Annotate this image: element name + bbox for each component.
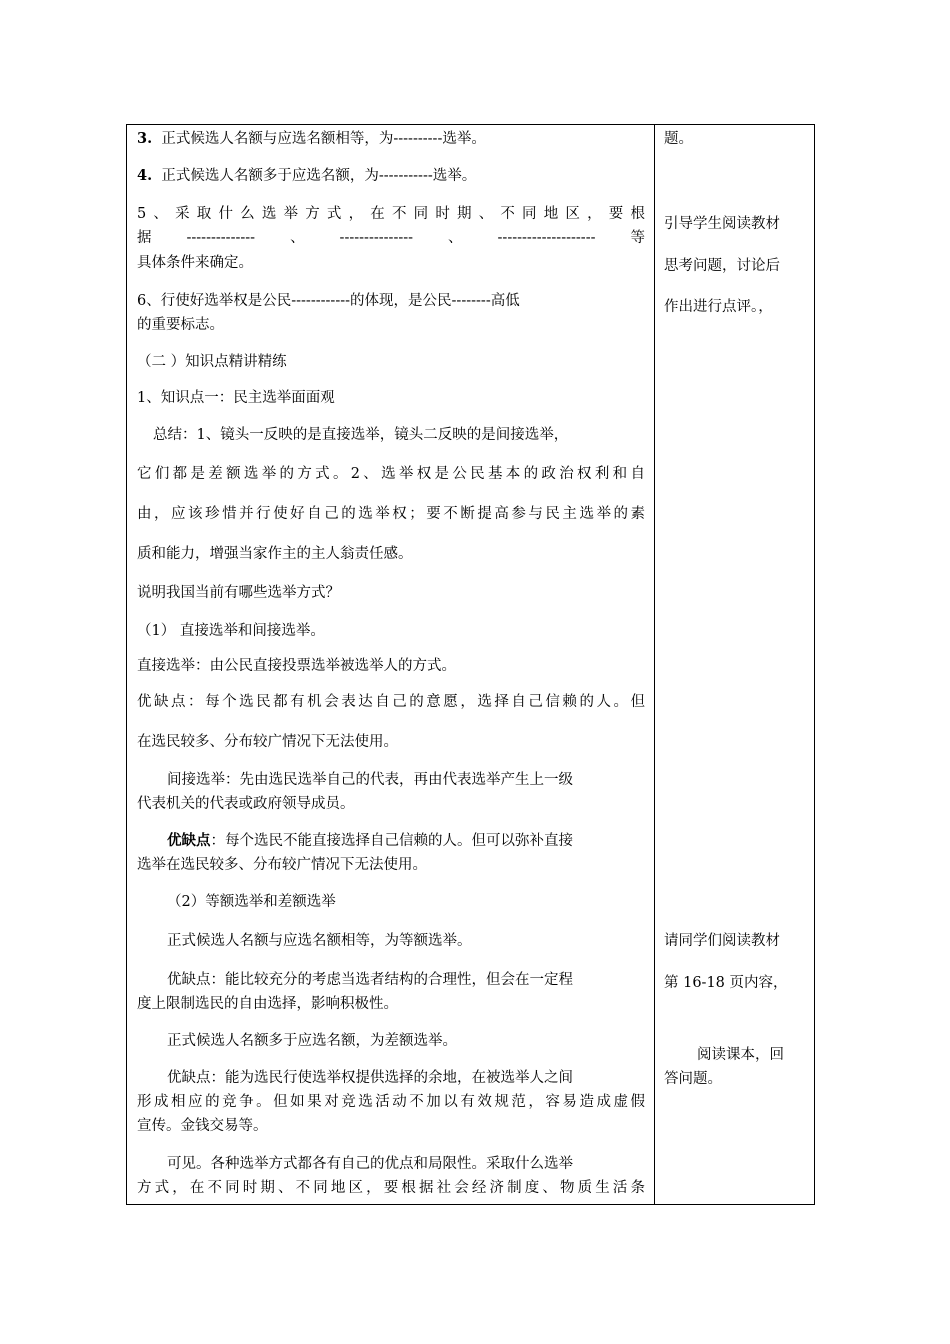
conclusion-line-1: 可见。各种选举方式都各有自己的优点和局限性。采取什么选举 (167, 1156, 573, 1172)
item-6-line-1: 6、行使好选举权是公民------------的体现，是公民--------高低 (137, 293, 520, 309)
equal-election-def: 正式候选人名额与应选名额相等，为等额选举。 (167, 933, 472, 949)
side-note-7-line-2: 答问题。 (664, 1071, 722, 1087)
indirect-def-line-1: 间接选举：先由选民选举自己的代表，再由代表选举产生上一级 (167, 772, 573, 788)
indirect-def-line-2: 代表机关的代表或政府领导成员。 (137, 796, 355, 812)
item-5-line-3: 具体条件来确定。 (137, 255, 253, 271)
equal-pros-cons-line-2: 度上限制选民的自由选择，影响积极性。 (137, 996, 398, 1012)
item-5-line-1: 5、采取什么选举方式，在不同时期、不同地区，要根 (137, 206, 645, 222)
competitive-pros-cons-line-3: 宣传。金钱交易等。 (137, 1118, 268, 1134)
competitive-election-def: 正式候选人名额多于应选名额，为差额选举。 (167, 1033, 457, 1049)
competitive-pros-cons-line-2: 形成相应的竞争。但如果对竞选活动不加以有效规范，容易造成虚假 (137, 1094, 645, 1110)
competitive-pros-cons-line-1: 优缺点：能为选民行使选举权提供选择的余地，在被选举人之间 (167, 1070, 573, 1086)
summary-line-4: 质和能力，增强当家作主的主人翁责任感。 (137, 546, 413, 562)
side-note-5: 请同学们阅读教材 (664, 933, 780, 949)
side-note-2: 引导学生阅读教材 (664, 216, 780, 232)
direct-pros-cons-line-2: 在选民较多、分布较广情况下无法使用。 (137, 734, 398, 750)
summary-line-2: 它们都是差额选举的方式。2、选举权是公民基本的政治权利和自 (137, 466, 645, 482)
equal-pros-cons-line-1: 优缺点：能比较充分的考虑当选者结构的合理性，但会在一定程 (167, 972, 573, 988)
conclusion-line-2: 方式，在不同时期、不同地区，要根据社会经济制度、物质生活条 (137, 1180, 645, 1196)
item-6-line-2: 的重要标志。 (137, 317, 224, 333)
part-2-heading: （2）等额选举和差额选举 (167, 894, 336, 910)
indirect-pros-cons-line-1: 优缺点：每个选民不能直接选择自己信赖的人。但可以弥补直接 (167, 832, 573, 849)
direct-pros-cons-line-1: 优缺点：每个选民都有机会表达自己的意愿，选择自己信赖的人。但 (137, 694, 645, 710)
side-note-6: 第 16-18 页内容， (664, 975, 788, 991)
side-note-7-line-1: 阅读课本，回 (697, 1047, 784, 1063)
item-4: 4. 正式候选人名额多于应选名额，为-----------选举。 (137, 167, 477, 184)
side-note-4: 作出进行点评。， (664, 299, 773, 315)
summary-line-3: 由，应该珍惜并行使好自己的选举权；要不断提高参与民主选举的素 (137, 506, 645, 522)
question: 说明我国当前有哪些选举方式？ (137, 585, 340, 601)
side-note-3: 思考问题，讨论后 (664, 258, 780, 274)
part-1-heading: （1） 直接选举和间接选举。 (137, 623, 325, 639)
item-5-line-2: 据--------------、---------------、--------------------等 (137, 230, 645, 246)
column-divider (654, 124, 655, 1205)
knowledge-point-1: 1、知识点一：民主选举面面观 (137, 390, 335, 406)
indirect-pros-cons-line-2: 选举在选民较多、分布较广情况下无法使用。 (137, 857, 427, 873)
item-3: 3. 正式候选人名额与应选名额相等，为----------选举。 (137, 130, 486, 147)
direct-election-def: 直接选举：由公民直接投票选举被选举人的方式。 (137, 658, 456, 674)
section-heading: （二 ）知识点精讲精练 (137, 354, 287, 370)
summary-line-1: 总结：1、镜头一反映的是直接选举，镜头二反映的是间接选举， (153, 427, 569, 443)
side-note-1: 题。 (664, 131, 693, 147)
